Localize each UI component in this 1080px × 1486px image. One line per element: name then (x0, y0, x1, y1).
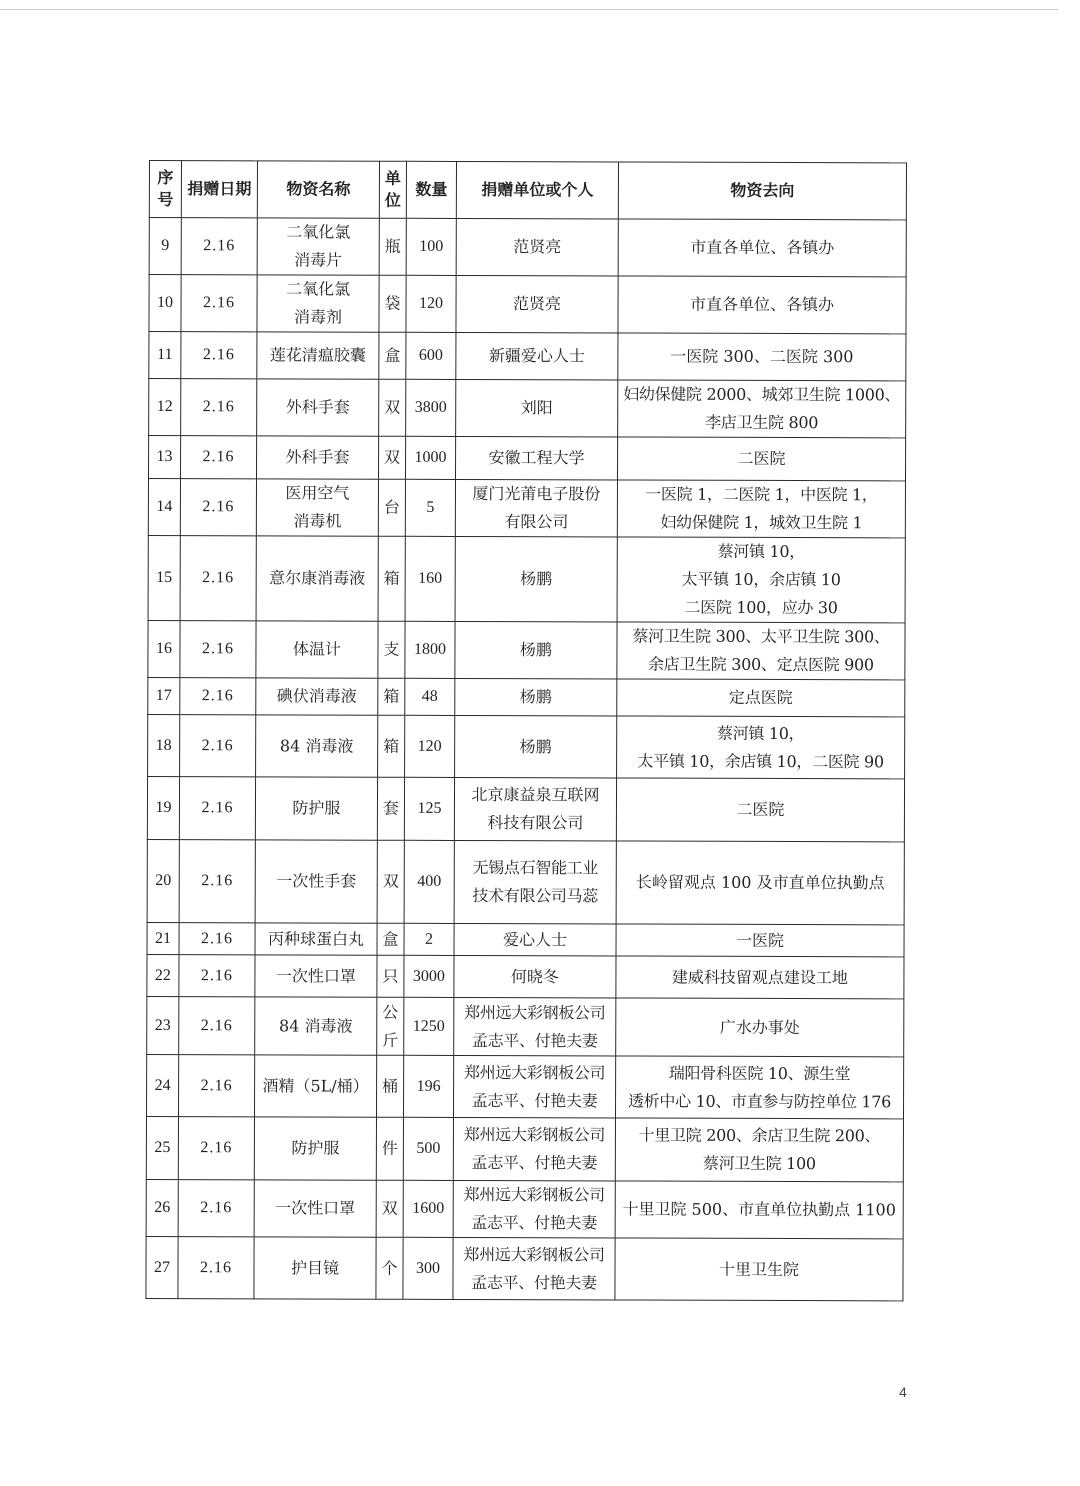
cell-qty: 100 (406, 218, 456, 275)
cell-no: 15 (148, 535, 180, 620)
cell-unit: 双 (377, 840, 404, 923)
header-item: 物资名称 (257, 161, 379, 218)
cell-destination: 广水办事处 (616, 998, 904, 1057)
cell-no: 16 (148, 620, 180, 677)
cell-item: 外科手套 (257, 379, 379, 436)
cell-donor: 刘阳 (456, 379, 618, 437)
table-row (146, 1179, 903, 1238)
cell-unit: 双 (379, 379, 406, 436)
cell-date: 2.16 (179, 840, 255, 923)
cell-destination: 蔡河卫生院 300、太平卫生院 300、 余店卫生院 300、定点医院 900 (617, 622, 905, 680)
cell-item: 84 消毒液 (255, 997, 377, 1055)
cell-donor: 北京康益泉互联网 科技有限公司 (454, 777, 616, 841)
cell-item: 84 消毒液 (256, 715, 378, 777)
cell-date: 2.16 (181, 218, 257, 275)
cell-destination: 定点医院 (617, 679, 905, 717)
cell-qty: 600 (406, 332, 456, 379)
cell-item: 防护服 (255, 777, 377, 840)
cell-no: 26 (146, 1179, 178, 1236)
cell-unit: 套 (377, 777, 404, 840)
cell-item: 体温计 (256, 621, 378, 678)
cell-no: 11 (149, 332, 181, 379)
cell-item: 一次性口罩 (254, 1180, 376, 1237)
header-unit: 单 位 (379, 161, 406, 218)
cell-item: 丙种球蛋白丸 (255, 923, 377, 955)
cell-qty: 125 (404, 777, 454, 840)
cell-unit: 盒 (379, 332, 406, 379)
header-qty: 数量 (406, 161, 456, 218)
cell-date: 2.16 (180, 678, 256, 715)
cell-donor: 郑州远大彩钢板公司 孟志平、付艳夫妻 (453, 1180, 615, 1238)
cell-date: 2.16 (181, 379, 257, 436)
cell-donor: 杨鹏 (455, 536, 617, 622)
cell-unit: 只 (377, 955, 404, 997)
cell-destination: 十里卫院 500、市直单位执勤点 1100 (615, 1181, 903, 1239)
cell-destination: 蔡河镇 10， 太平镇 10，余店镇 10 二医院 100，应办 30 (617, 537, 905, 623)
cell-unit: 袋 (379, 275, 406, 332)
cell-qty: 400 (404, 840, 454, 923)
cell-donor: 爱心人士 (454, 923, 616, 956)
cell-donor: 杨鹏 (455, 621, 617, 679)
cell-donor: 安徽工程大学 (455, 436, 617, 480)
cell-donor: 何晓冬 (454, 955, 616, 998)
cell-no: 24 (146, 1054, 178, 1116)
cell-date: 2.16 (180, 536, 256, 621)
cell-date: 2.16 (181, 275, 257, 332)
cell-item: 外科手套 (256, 436, 378, 479)
cell-qty: 1250 (404, 997, 454, 1055)
cell-destination: 二医院 (617, 437, 905, 481)
cell-date: 2.16 (179, 955, 255, 997)
cell-unit: 个 (376, 1237, 403, 1299)
cell-item: 一次性手套 (255, 840, 377, 923)
cell-qty: 48 (405, 678, 455, 715)
cell-no: 12 (149, 379, 181, 436)
cell-qty: 5 (405, 479, 455, 536)
header-no: 序 号 (149, 161, 181, 218)
cell-no: 20 (147, 839, 179, 922)
cell-date: 2.16 (180, 479, 256, 536)
cell-donor: 郑州远大彩钢板公司 孟志平、付艳夫妻 (453, 1117, 615, 1181)
table-row (148, 620, 905, 679)
cell-unit: 公 斤 (377, 997, 404, 1055)
cell-qty: 3800 (406, 379, 456, 436)
cell-date: 2.16 (179, 777, 255, 840)
cell-item: 医用空气 消毒机 (256, 479, 378, 536)
cell-unit: 支 (378, 621, 405, 678)
cell-item: 意尔康消毒液 (256, 536, 378, 621)
cell-date: 2.16 (180, 621, 256, 678)
table-row (147, 996, 904, 1056)
cell-destination: 瑞阳骨科医院 10、源生堂 透析中心 10、市直参与防控单位 176 (615, 1056, 903, 1119)
table-row (149, 218, 906, 277)
cell-no: 27 (146, 1236, 178, 1298)
cell-no: 19 (147, 776, 179, 839)
table-row (148, 535, 905, 622)
cell-donor: 新疆爱心人士 (456, 332, 618, 380)
cell-no: 10 (149, 275, 181, 332)
cell-no: 14 (148, 479, 180, 536)
header-donor: 捐赠单位或个人 (456, 161, 618, 219)
cell-date: 2.16 (178, 1055, 254, 1117)
cell-qty: 300 (403, 1237, 453, 1299)
cell-item: 二氧化氯 消毒剂 (257, 275, 379, 332)
cell-destination: 十里卫生院 (615, 1238, 903, 1301)
table-row (146, 1054, 903, 1118)
cell-qty: 196 (403, 1055, 453, 1117)
cell-unit: 箱 (378, 715, 405, 777)
table-row (147, 839, 904, 924)
cell-item: 莲花清瘟胶囊 (257, 332, 379, 379)
table-row (148, 714, 905, 778)
top-rule (0, 9, 1058, 10)
cell-unit: 箱 (378, 678, 405, 715)
table-row (147, 954, 904, 998)
header-row (149, 161, 906, 220)
cell-destination: 建威科技留观点建设工地 (616, 956, 904, 999)
table-row (149, 332, 906, 381)
cell-destination: 一医院 1，二医院 1，中医院 1， 妇幼保健院 1，城效卫生院 1 (617, 480, 905, 538)
cell-qty: 2 (404, 923, 454, 955)
cell-donor: 范贤亮 (456, 275, 618, 333)
cell-no: 22 (147, 954, 179, 996)
cell-donor: 杨鹏 (455, 715, 617, 778)
cell-qty: 1600 (403, 1180, 453, 1237)
cell-item: 酒精（5L/桶） (254, 1055, 376, 1117)
cell-destination: 蔡河镇 10， 太平镇 10，余店镇 10，二医院 90 (617, 716, 905, 779)
cell-unit: 盒 (377, 923, 404, 955)
cell-date: 2.16 (179, 923, 255, 955)
cell-destination: 十里卫院 200、余店卫生院 200、 蔡河卫生院 100 (615, 1118, 903, 1182)
cell-destination: 市直各单位、各镇办 (618, 276, 906, 334)
cell-item: 二氧化氯 消毒片 (257, 218, 379, 275)
cell-unit: 桶 (376, 1055, 403, 1117)
cell-unit: 双 (378, 436, 405, 479)
cell-no: 23 (147, 996, 179, 1054)
cell-item: 一次性口罩 (255, 955, 377, 997)
table-body (146, 218, 906, 1301)
header-date: 捐赠日期 (181, 161, 257, 218)
cell-date: 2.16 (180, 715, 256, 777)
page-number: 4 (899, 1384, 907, 1400)
cell-date: 2.16 (181, 332, 257, 379)
cell-item: 碘伏消毒液 (256, 678, 378, 715)
cell-no: 25 (146, 1116, 178, 1179)
cell-no: 21 (147, 922, 179, 954)
table-row (146, 1116, 903, 1181)
cell-no: 17 (148, 677, 180, 714)
cell-no: 9 (149, 218, 181, 275)
cell-destination: 市直各单位、各镇办 (618, 219, 906, 277)
cell-date: 2.16 (179, 997, 255, 1055)
cell-qty: 1800 (405, 621, 455, 678)
cell-destination: 一医院 300、二医院 300 (618, 333, 906, 381)
cell-qty: 500 (403, 1117, 453, 1180)
cell-item: 护目镜 (254, 1237, 376, 1299)
table-row (147, 922, 904, 956)
cell-unit: 瓶 (379, 218, 406, 275)
cell-date: 2.16 (180, 436, 256, 479)
cell-qty: 1000 (405, 436, 455, 479)
table-row (148, 677, 905, 716)
cell-qty: 3000 (404, 955, 454, 997)
cell-destination: 二医院 (616, 778, 904, 842)
cell-donor: 无锡点石智能工业 技术有限公司马蕊 (454, 840, 616, 924)
donation-table (145, 160, 907, 1301)
cell-donor: 杨鹏 (455, 678, 617, 716)
table-row (149, 379, 906, 438)
cell-date: 2.16 (178, 1117, 254, 1180)
cell-unit: 双 (376, 1180, 403, 1237)
cell-destination: 一医院 (616, 924, 904, 957)
table-row (146, 1236, 903, 1300)
table-row (148, 436, 905, 481)
cell-donor: 范贤亮 (456, 218, 618, 276)
table-row (149, 275, 906, 334)
cell-donor: 厦门光莆电子股份 有限公司 (455, 479, 617, 537)
cell-item: 防护服 (254, 1117, 376, 1180)
cell-unit: 台 (378, 479, 405, 536)
cell-donor: 郑州远大彩钢板公司 孟志平、付艳夫妻 (454, 997, 616, 1056)
cell-no: 18 (148, 714, 180, 776)
cell-destination: 长岭留观点 100 及市直单位执勤点 (616, 841, 904, 925)
cell-qty: 120 (405, 715, 455, 777)
table-row (147, 776, 904, 841)
cell-qty: 160 (405, 536, 455, 621)
cell-destination: 妇幼保健院 2000、城郊卫生院 1000、 李店卫生院 800 (618, 380, 906, 438)
cell-unit: 件 (376, 1117, 403, 1180)
cell-date: 2.16 (178, 1237, 254, 1299)
table-row (148, 479, 905, 538)
header-destination: 物资去向 (618, 162, 906, 220)
cell-donor: 郑州远大彩钢板公司 孟志平、付艳夫妻 (453, 1055, 615, 1118)
cell-donor: 郑州远大彩钢板公司 孟志平、付艳夫妻 (453, 1237, 615, 1300)
cell-date: 2.16 (178, 1180, 254, 1237)
cell-no: 13 (148, 436, 180, 479)
cell-qty: 120 (406, 275, 456, 332)
cell-unit: 箱 (378, 536, 405, 621)
